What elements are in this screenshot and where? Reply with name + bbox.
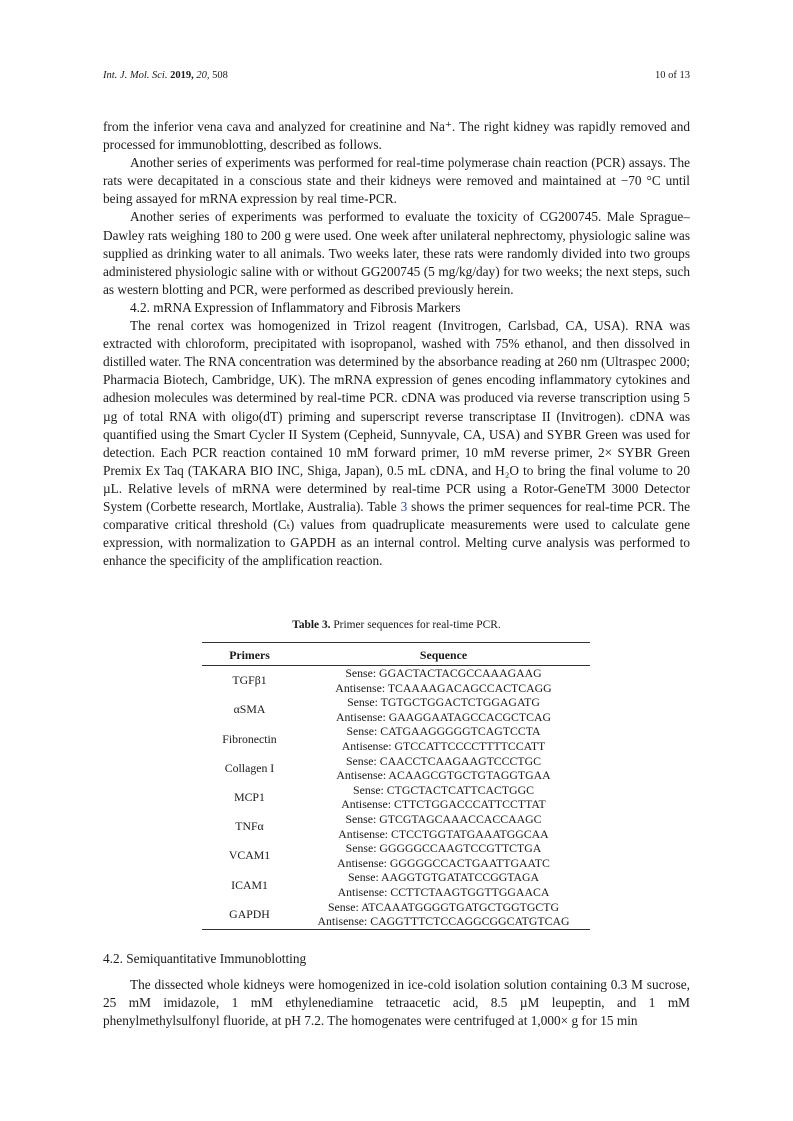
sense-sequence: Sense: ATCAAATGGGGTGATGCTGGTGCTG: [327, 899, 559, 914]
table-caption-text: Primer sequences for real-time PCR.: [330, 619, 501, 631]
primer-name: MCP1: [234, 790, 265, 805]
table-row: [202, 870, 590, 899]
primer-sequences: [297, 900, 590, 930]
body-text-bottom: [103, 976, 690, 1030]
mrna-text-part2: shows the primer sequences for real-time PCR. The comparative critical threshold (Cₜ) values from quadruplicate measurements were used to calculate gene expression, with normalization to GAPDH as an internal control. Melting curve analysis was performed to enhance the specificity of the amplification reaction.: [103, 498, 690, 569]
journal-abbrev: Int. J. Mol. Sci.: [103, 70, 168, 81]
paragraph-continued: from the inferior vena cava and analyzed for creatinine and Na⁺. The right kidney was rapidly removed and processed for immunoblotting, described as follows.: [103, 119, 690, 153]
table-caption: [103, 619, 690, 631]
primer-name: TGFβ1: [232, 673, 267, 688]
section-number: 4.2.: [103, 951, 123, 966]
antisense-sequence: Antisense: CTCCTGGTATGAAATGGCAA: [338, 826, 549, 841]
table-row: [202, 695, 590, 724]
antisense-sequence: Antisense: ACAAGCGTGCTGTAGGTGAA: [336, 768, 551, 783]
section-title-text: Semiquantitative Immunoblotting: [122, 951, 307, 966]
paragraph-immunoblotting: The dissected whole kidneys were homogenized in ice-cold isolation solution containing 0.3 M sucrose, 25 mM imidazole, 1 mM ethylenediamine tetraacetic acid, 8.5 µM leupeptin, and 1 mM phenylmethylsulfonyl fluoride, at pH 7.2. The homogenates were centrifuged at 1,000× g for 15 min: [103, 977, 690, 1029]
primer-sequences: [297, 666, 590, 696]
running-header: [103, 70, 690, 86]
article-number: 508: [212, 70, 228, 81]
primer-sequences: [297, 870, 590, 899]
sense-sequence: Sense: GGGGGCCAAGTCCGTTCTGA: [345, 841, 542, 856]
primer-name: GAPDH: [202, 900, 297, 930]
primer-sequences: [297, 695, 590, 724]
table-row: [202, 754, 590, 783]
primer-sequences: [297, 754, 590, 783]
page-indicator: 10 of 13: [655, 70, 690, 81]
journal-year: 2019,: [170, 70, 194, 81]
sense-sequence: Sense: CTGCTACTCATTCACTGGC: [353, 782, 534, 797]
primer-name: TNFα: [235, 819, 264, 834]
paragraph-toxicity-experiments: Another series of experiments was performed to evaluate the toxicity of CG200745. Male Sprague–Dawley rats weighing 180 to 200 g were used. One week after unilateral nephrectomy, physiologic saline was supplied as drinking water to all animals. Two weeks later, these rats were randomly divided into two groups administered physiologic saline with or without GG200745 (5 mg/kg/day) for two weeks; the next steps, such as western blotting and PCR, were performed as described previously herein.: [103, 209, 690, 297]
sense-sequence: Sense: CATGAAGGGGGTCAGTCCTA: [346, 724, 541, 739]
antisense-sequence: Antisense: GTCCATTCCCCTTTTCCATT: [341, 738, 546, 753]
antisense-sequence: Antisense: GAAGGAATAGCCACGCTCAG: [335, 709, 551, 724]
header-sequence: Sequence: [297, 643, 590, 666]
antisense-sequence: Antisense: CAGGTTTCTCCAGGCGGCATGTCAG: [317, 914, 570, 929]
paragraph-mrna-methods: [103, 317, 690, 570]
table-row: [202, 783, 590, 812]
primer-sequences: [297, 724, 590, 753]
sense-sequence: Sense: AAGGTGTGATATCCGGTAGA: [347, 870, 540, 885]
antisense-sequence: Antisense: GGGGGCCACTGAATTGAATC: [337, 855, 550, 870]
sense-sequence: Sense: GTCGTAGCAAACCACCAAGC: [345, 811, 542, 826]
primer-sequences: [297, 783, 590, 812]
primer-sequences: [297, 841, 590, 870]
table-row: [202, 724, 590, 753]
table-3-link[interactable]: 3: [400, 498, 408, 514]
primer-table: [202, 642, 590, 930]
primer-name: Collagen I: [224, 760, 275, 775]
mrna-text-part1: The renal cortex was homogenized in Trizol reagent (Invitrogen, Carlsbad, CA, USA). RNA was extracted with chloroform, precipitated with isopropanol, washed with 75% ethanol, and then dissolved in distilled water. The RNA concentration was determined by the absorbance reading at 260 nm (Ultraspec 2000; Pharmacia Biotech, Cambridge, UK). The mRNA expression of genes encoding inflammatory cytokines and adhesion molecules was determined by real-time PCR. cDNA was produced via reverse transcription using 5 µg of total RNA with oligo(dT) priming and superscript reverse transcriptase II (Invitrogen). cDNA was quantified using the Smart Cycler II System (Cepheid, Sunnyvale, CA, USA) and SYBR Green was used for detection. Each PCR reaction contained 10 mM forward primer, 10 mM reverse primer, 2× SYBR Green Premix Ex Taq (TAKARA BIO INC, Shiga, Japan), 0.5 mL cDNA, and H₂O to bring the final volume to 20 µL. Relative levels of mRNA were determined by real-time PCR using a Rotor-GeneTM 3000 Detector System (Corbette research, Mortlake, Australia). Table: [103, 318, 690, 514]
journal-citation: [103, 70, 228, 81]
table-row: [202, 812, 590, 841]
header-primers: Primers: [202, 643, 297, 666]
section-heading-immunoblotting: [103, 951, 306, 967]
primer-name: ICAM1: [231, 877, 268, 892]
table-row: [202, 900, 590, 930]
table-row: [202, 841, 590, 870]
table-caption-label: Table 3.: [292, 619, 331, 631]
table-header-row: [202, 643, 590, 666]
journal-volume: 20,: [196, 70, 210, 81]
primer-name: αSMA: [233, 702, 266, 717]
primer-name: Fibronectin: [222, 731, 277, 746]
sense-sequence: Sense: GGACTACTACGCCAAAGAAG: [345, 666, 542, 680]
table-row: [202, 666, 590, 696]
subheading-mrna-expression: 4.2. mRNA Expression of Inflammatory and Fibrosis Markers: [130, 299, 461, 315]
body-text-top: [103, 118, 690, 570]
antisense-sequence: Antisense: CTTCTGGACCCATTCCTTAT: [341, 797, 546, 812]
paragraph-pcr-experiments: Another series of experiments was performed for real-time polymerase chain reaction (PCR) assays. The rats were decapitated in a conscious state and their kidneys were removed and maintained at −70 °C until being assayed for mRNA expression by real time-PCR.: [103, 155, 690, 207]
primer-sequences: [297, 812, 590, 841]
antisense-sequence: Antisense: TCAAAAGACAGCCACTCAGG: [335, 680, 552, 695]
sense-sequence: Sense: TGTGCTGGACTCTGGAGATG: [347, 695, 540, 710]
antisense-sequence: Antisense: CCTTCTAAGTGGTTGGAACA: [337, 884, 550, 899]
primer-name: VCAM1: [228, 848, 271, 863]
sense-sequence: Sense: CAACCTCAAGAAGTCCCTGC: [346, 753, 541, 768]
